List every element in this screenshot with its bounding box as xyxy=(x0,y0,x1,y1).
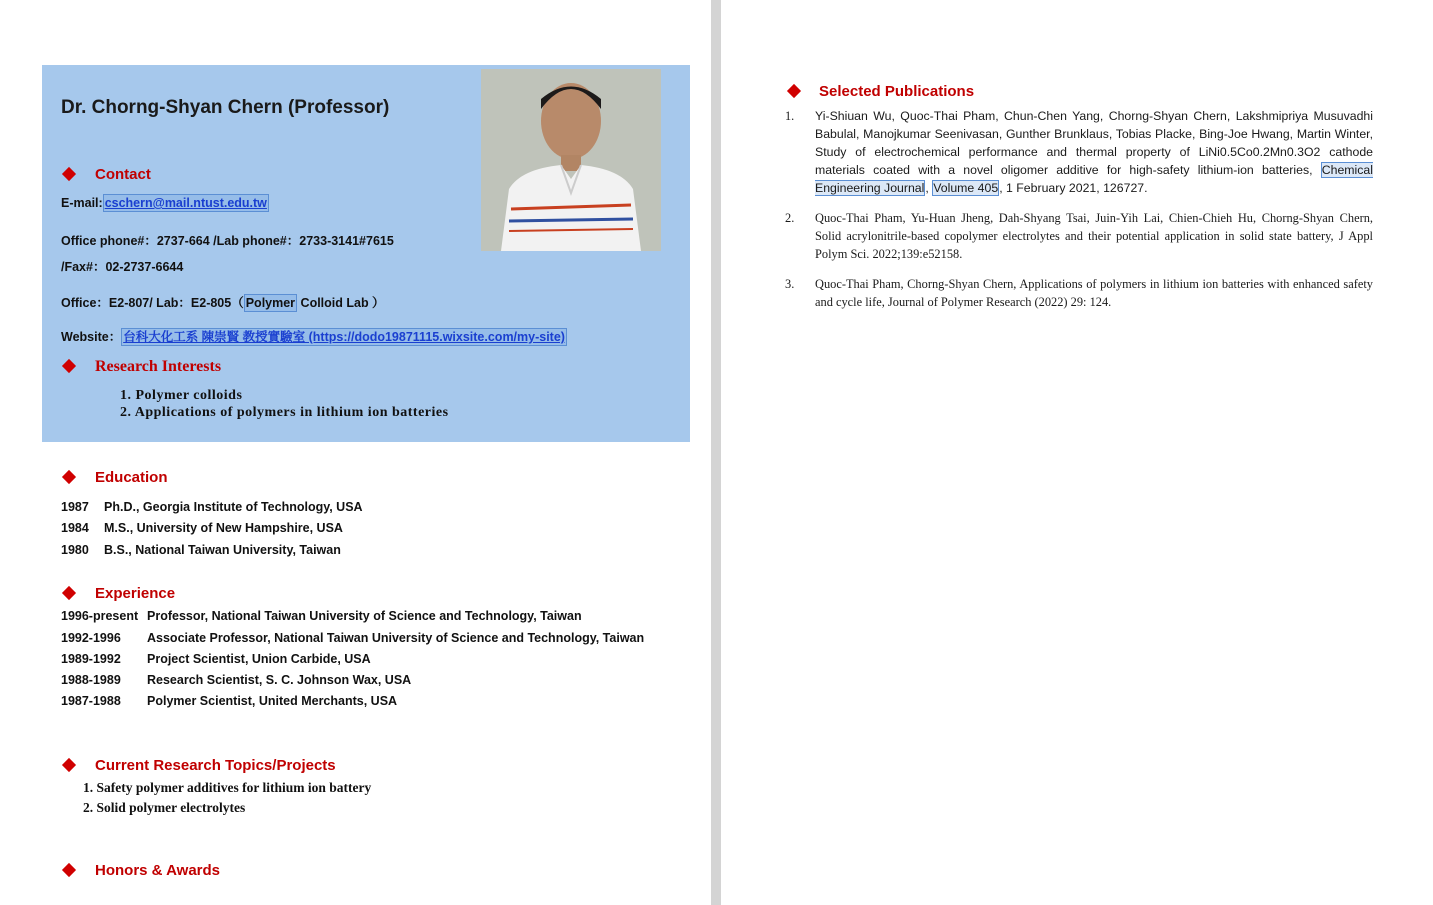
journal-highlight: Chemical Engineering Journal xyxy=(815,163,1373,195)
list-item: 1987-1988 Polymer Scientist, United Merchants, USA xyxy=(61,694,398,708)
honors-heading: Honors & Awards xyxy=(95,862,221,879)
portrait-image xyxy=(481,69,661,251)
email-link[interactable]: cschern@mail.ntust.edu.tw xyxy=(104,196,267,210)
office-line xyxy=(61,293,385,311)
research-interests-heading: Research Interests xyxy=(95,358,222,375)
volume-highlight: Volume 405 xyxy=(933,181,999,195)
publication-item: 3. Quoc-Thai Pham, Chorng-Shyan Chern, Applications of polymers in lithium ion batteries with enhanced safety and cycle life, Journal of Polymer Research (2022) 29: 124. xyxy=(785,277,1373,309)
list-item: 1989-1992 Project Scientist, Union Carbide, USA xyxy=(61,652,371,666)
list-item: 1996-present Professor, National Taiwan University of Science and Technology, Taiwan xyxy=(61,609,582,623)
bullet-diamond-icon xyxy=(62,758,76,772)
fax-line: /Fax#：02-2737-6644 xyxy=(61,260,184,274)
email-row xyxy=(61,196,269,210)
list-item: 1987 Ph.D., Georgia Institute of Technology, USA xyxy=(61,500,363,514)
list-item: 1. Polymer colloids xyxy=(120,388,243,403)
website-row xyxy=(61,327,567,345)
phone-line: Office phone#：2737-664 /Lab phone#：2733-3141#7615 xyxy=(61,234,394,248)
email-label: E-mail: xyxy=(61,196,103,210)
contact-heading: Contact xyxy=(95,166,151,183)
bullet-diamond-icon xyxy=(62,470,76,484)
list-item: 2. Solid polymer electrolytes xyxy=(83,800,246,815)
list-item: 1984 M.S., University of New Hampshire, USA xyxy=(61,521,343,535)
website-link[interactable]: 台科大化工系 陳崇賢 教授實驗室 (https://dodo19871115.wixsite.com/my-site) xyxy=(123,330,565,344)
education-heading: Education xyxy=(95,469,168,486)
list-item: 1992-1996 Associate Professor, National Taiwan University of Science and Technology, Taiwan xyxy=(61,631,645,645)
document-page-right xyxy=(721,0,1433,905)
list-item: 1988-1989 Research Scientist, S. C. Johnson Wax, USA xyxy=(61,673,412,687)
publication-item: 1. Yi-Shiuan Wu, Quoc-Thai Pham, Chun-Chen Yang, Chorng-Shyan Chern, Lakshmipriya Musuvadhi Babulal, Manojkumar Seenivasan, Gunther Brunklaus, Tobias Placke, Bing-Joe Hwang, Martin Winter, Study of electrochemical performance and thermal property of LiNi0.5Co0.2Mn0.3O2 cathode materials coated with a novel oligomer additive for high-safety lithium-ion batteries, Chemical Engineering Journal, Volume 405, 1 February 2021, 126727. xyxy=(785,109,1373,195)
document-page-left xyxy=(0,0,711,905)
office-suffix: Colloid Lab ） xyxy=(297,296,385,310)
bullet-diamond-icon xyxy=(62,863,76,877)
experience-heading: Experience xyxy=(95,585,176,602)
bullet-diamond-icon xyxy=(62,586,76,600)
publications-heading: Selected Publications xyxy=(819,83,975,100)
publication-item: 2. Quoc-Thai Pham, Yu-Huan Jheng, Dah-Shyang Tsai, Juin-Yih Lai, Chien-Chieh Hu, Chorng-Shyan Chern, Solid acrylonitrile-based copolymer electrolytes and their potential application in solid state battery, J Appl Polym Sci. 2022;139:e52158. xyxy=(785,211,1373,261)
current-research-heading: Current Research Topics/Projects xyxy=(95,757,336,774)
profile-photo xyxy=(481,69,661,251)
bullet-diamond-icon xyxy=(787,84,801,98)
office-prefix: Office：E2-807/ Lab：E2-805（ xyxy=(61,296,244,310)
list-item: 1980 B.S., National Taiwan University, Taiwan xyxy=(61,543,341,557)
list-item: 1. Safety polymer additives for lithium ion battery xyxy=(83,780,372,795)
page-title: Dr. Chorng-Shyan Chern (Professor) xyxy=(61,97,390,118)
office-highlight: Polymer xyxy=(245,296,296,310)
list-item: 2. Applications of polymers in lithium ion batteries xyxy=(120,405,449,420)
website-label: Website： xyxy=(61,330,122,344)
